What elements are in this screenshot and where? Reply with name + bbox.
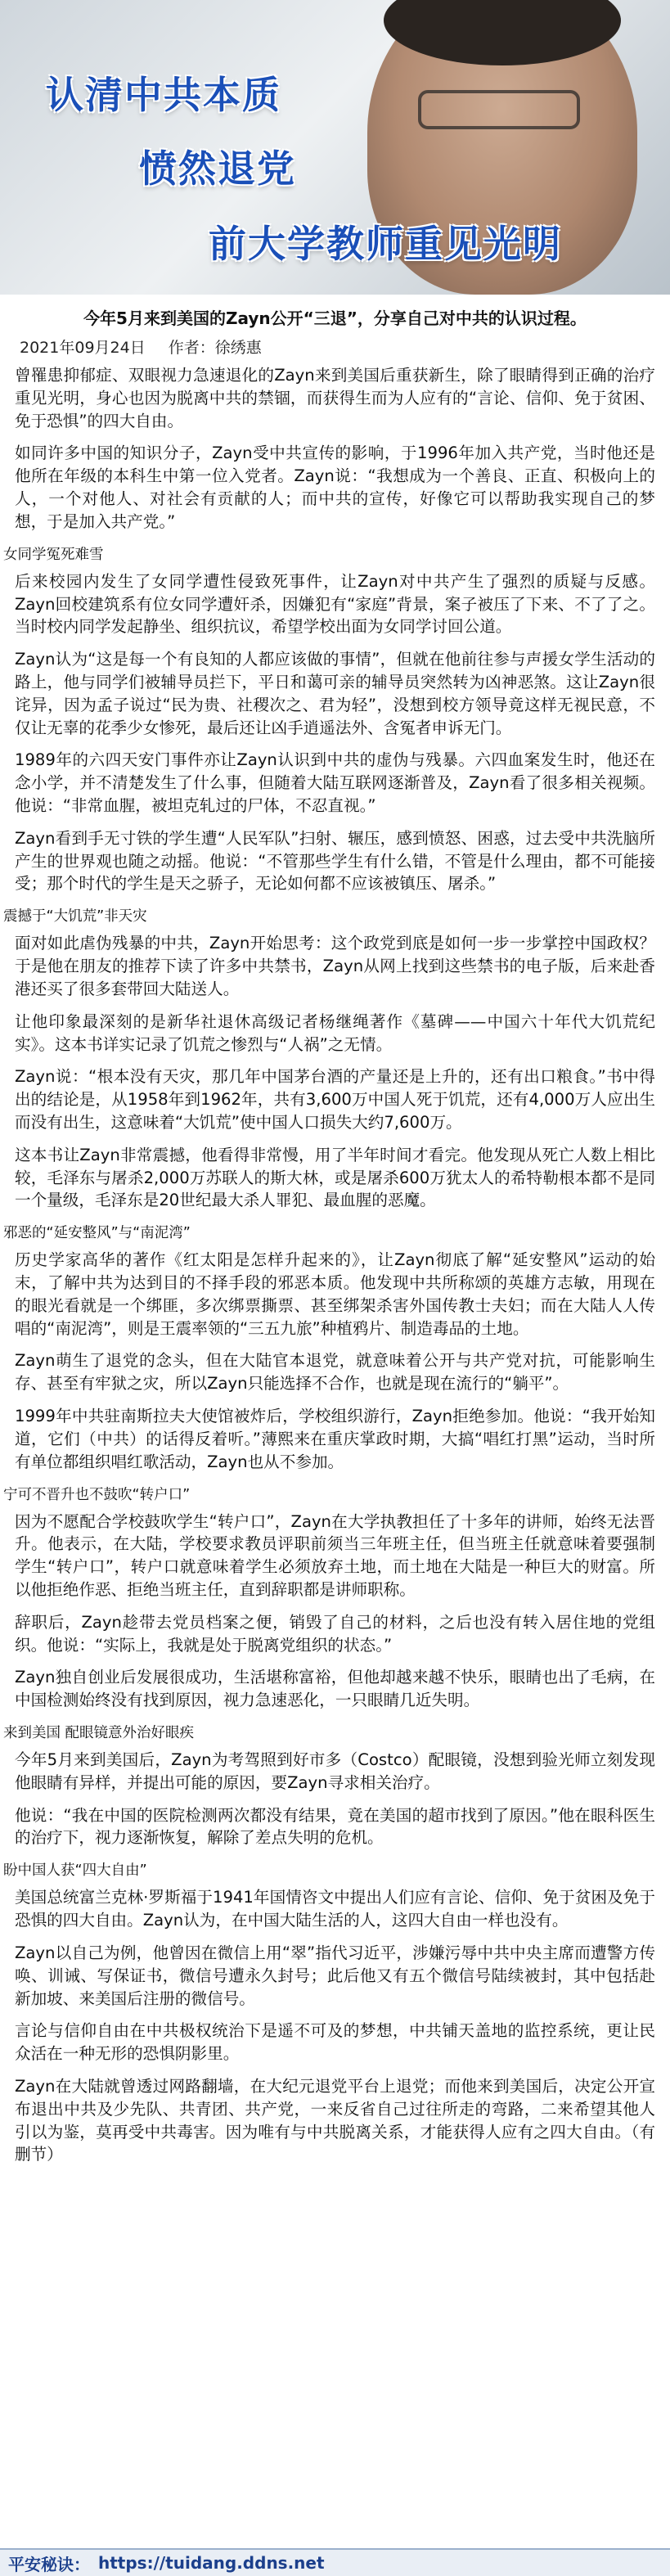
section-paragraph: Zayn看到手无寸铁的学生遭“人民军队”扫射、辗压，感到愤怒、困惑，过去受中共洗脑所产生的世界观也随之动摇。他说：“不管那些学生有什么错，不管是什么理由，都不可能接受；那个时代的学生是天之骄子，无论如何都不应该被镇压、屠杀。” [15, 828, 655, 894]
article-author: 作者：徐绣惠 [168, 339, 262, 357]
section-paragraph: 1999年中共驻南斯拉夫大使馆被炸后，学校组织游行，Zayn拒绝参加。他说：“我开始知道，它们（中共）的话得反着听。”薄熙来在重庆掌政时期，大搞“唱红打黑”运动，当时所有单位都组织唱红歌活动，Zayn也从不参加。 [15, 1407, 655, 1471]
article-body [0, 295, 670, 2166]
section-paragraph: 美国总统富兰克林·罗斯福于1941年国情咨文中提出人们应有言论、信仰、免于贫困及免于恐惧的四大自由。Zayn认为，在中国大陆生活的人，这四大自由一样也没有。 [15, 1888, 655, 1930]
section-title: 震撼于“大饥荒”非天灾 [3, 908, 147, 925]
section-paragraph: 历史学家高华的著作《红太阳是怎样升起来的》，让Zayn彻底了解“延安整风”运动的始末，了解中共为达到目的不择手段的邪恶本质。他发现中共所称颂的英雄方志敏，用现在的眼光看就是一个绑匪，多次绑票撕票、甚至绑架杀害外国传教士夫妇；而在大陆人人传唱的“南泥湾”，则是王震率领的“三五九旅”种植鸦片、制造毒品的土地。 [15, 1250, 655, 1338]
header-banner [0, 0, 670, 295]
section-paragraph: 让他印象最深刻的是新华社退休高级记者杨继绳著作《墓碑——中国六十年代大饥荒纪实》。这本书详实记录了饥荒之惨烈与“人祸”之无情。 [15, 1011, 655, 1054]
footer-label: 平安秘诀： [8, 2554, 90, 2574]
section-paragraph: 因为不愿配合学校鼓吹学生“转户口”，Zayn在大学执教担任了十多年的讲师，始终无法晋升。他表示，在大陆，学校要求教员评职前须当三年班主任，但当班主任就意味着要强制学生“转户口”，转户口就意味着学生必须放弃土地，而土地在大陆是一种巨大的财富。所以他拒绝作恶、拒绝当班主任，直到辞职都是讲师职称。 [15, 1511, 655, 1599]
section-paragraph: Zayn以自己为例，他曾因在微信上用“翠”指代习近平，涉嫌污辱中共中央主席而遭警方传唤、训诫、写保证书，微信号遭永久封号；此后他又有五个微信号陆续被封，其中包括赴新加坡、来美国后注册的微信号。 [15, 1943, 655, 2008]
article-lead: 今年5月来到美国的Zayn公开“三退”，分享自己对中共的认识过程。 [83, 308, 587, 328]
banner-headline-3: 前大学教师重见光明 [209, 222, 562, 266]
section-paragraph: 辞职后，Zayn趁带去党员档案之便，销毁了自己的材料，之后也没有转入居住地的党组织。他说：“实际上，我就是处于脱离党组织的状态。” [15, 1612, 655, 1655]
section-paragraph: 1989年的六四天安门事件亦让Zayn认识到中共的虚伪与残暴。六四血案发生时，他还在念小学，并不清楚发生了什么事，但随着大陆互联网逐渐普及，Zayn看了很多相关视频。他说：“非常血腥，被坦克轧过的尸体，不忍直视。” [15, 750, 655, 815]
intro-paragraph: 如同许多中国的知识分子，Zayn受中共宣传的影响，于1996年加入共产党，当时他还是他所在年级的本科生中第一位入党者。Zayn说：“我想成为一个善良、正直、积极向上的人，一个对他人、对社会有贡献的人；而中共的宣传，好像它可以帮助我实现自己的梦想，于是加入共产党。” [15, 444, 655, 531]
intro-paragraph: 曾罹患抑郁症、双眼视力急速退化的Zayn来到美国后重获新生，除了眼睛得到正确的治疗重见光明，身心也因为脱离中共的禁锢，而获得生而为人应有的“言论、信仰、免于贫困、免于恐惧”的四大自由。 [15, 366, 655, 430]
section-paragraph: 面对如此虐伪残暴的中共，Zayn开始思考：这个政党到底是如何一步一步掌控中国政权？于是他在朋友的推荐下读了许多中共禁书，Zayn从网上找到这些禁书的电子版，后来赴香港还买了很多套带回大陆送人。 [15, 934, 655, 998]
section-paragraph: Zayn独自创业后发展很成功，生活堪称富裕，但他却越来越不快乐，眼睛也出了毛病，在中国检测始终没有找到原因，视力急速恶化，一只眼睛几近失明。 [15, 1668, 655, 1710]
section-title: 盼中国人获“四大自由” [3, 1862, 147, 1880]
footer-link[interactable]: https://tuidang.ddns.net [98, 2553, 325, 2573]
section-title: 邪恶的“延安整风”与“南泥湾” [3, 1225, 191, 1242]
article-date: 2021年09月24日 [20, 339, 146, 357]
section-title: 宁可不晋升也不鼓吹“转户口” [3, 1486, 191, 1503]
section-paragraph: Zayn在大陆就曾透过网路翻墙，在大纪元退党平台上退党；而他来到美国后，决定公开宣布退出中共及少先队、共青团、共产党，一来反省自己过往所走的弯路，二来希望其他人引以为鉴，莫再受中共毒害。因为唯有与中共脱离关系，才能获得人应有之四大自由。（有删节） [15, 2076, 655, 2164]
section-title: 女同学冤死难雪 [3, 546, 104, 563]
section-paragraph: 这本书让Zayn非常震撼，他看得非常慢，用了半年时间才看完。他发现从死亡人数上相比较，毛泽东与屠杀2,000万苏联人的斯大林，或是屠杀600万犹太人的希特勒根本都不是同一个量级，毛泽东是20世纪最大杀人罪犯、最血腥的恶魔。 [15, 1145, 655, 1210]
glasses-shape [418, 90, 580, 129]
section-paragraph: 今年5月来到美国后，Zayn为考驾照到好市多（Costco）配眼镜，没想到验光师立刻发现他眼睛有异样，并提出可能的原因，要Zayn寻求相关治疗。 [15, 1750, 655, 1792]
section-paragraph: Zayn认为“这是每一个有良知的人都应该做的事情”，但就在他前往参与声援女学生活动的路上，他与同学们被辅导员拦下，平日和蔼可亲的辅导员突然转为凶神恶煞。这让Zayn很诧异，因为孟子说过“民为贵、社稷次之、君为轻”，没想到校方领导竟这样无视民意，不仅让无辜的花季少女惨死，最后还让凶手逍遥法外、含冤者申诉无门。 [15, 650, 655, 737]
section-title: 来到美国 配眼镜意外治好眼疾 [3, 1725, 195, 1741]
article-meta [20, 336, 650, 358]
footer-bar [0, 2548, 670, 2576]
banner-headline-1: 认清中共本质 [46, 73, 281, 117]
banner-headline-2: 愤然退党 [139, 146, 296, 191]
section-paragraph: 后来校园内发生了女同学遭性侵致死事件，让Zayn对中共产生了强烈的质疑与反感。Zayn回校建筑系有位女同学遭奸杀，因嫌犯有“家庭”背景，案子被压了下来、不了了之。当时校内同学发起静坐、组织抗议，希望学校出面为女同学讨回公道。 [15, 571, 655, 637]
section-paragraph: Zayn萌生了退党的念头，但在大陆官本退党，就意味着公开与共产党对抗，可能影响生存、甚至有牢狱之灾，所以Zayn只能选择不合作，也就是现在流行的“躺平”。 [15, 1351, 655, 1394]
section-paragraph: 他说：“我在中国的医院检测两次都没有结果，竟在美国的超市找到了原因。”他在眼科医生的治疗下，视力逐渐恢复，解除了差点失明的危机。 [15, 1805, 655, 1848]
section-paragraph: Zayn说：“根本没有天灾，那几年中国茅台酒的产量还是上升的，还有出口粮食。”书中得出的结论是，从1958年到1962年，共有3,600万中国人死于饥荒，还有4,000万人应出生而没有出生，这意味着“大饥荒”使中国人口损失大约7,600万。 [15, 1067, 655, 1132]
section-paragraph: 言论与信仰自由在中共极权统治下是遥不可及的梦想，中共铺天盖地的监控系统，更让民众活在一种无形的恐惧阴影里。 [15, 2021, 655, 2064]
